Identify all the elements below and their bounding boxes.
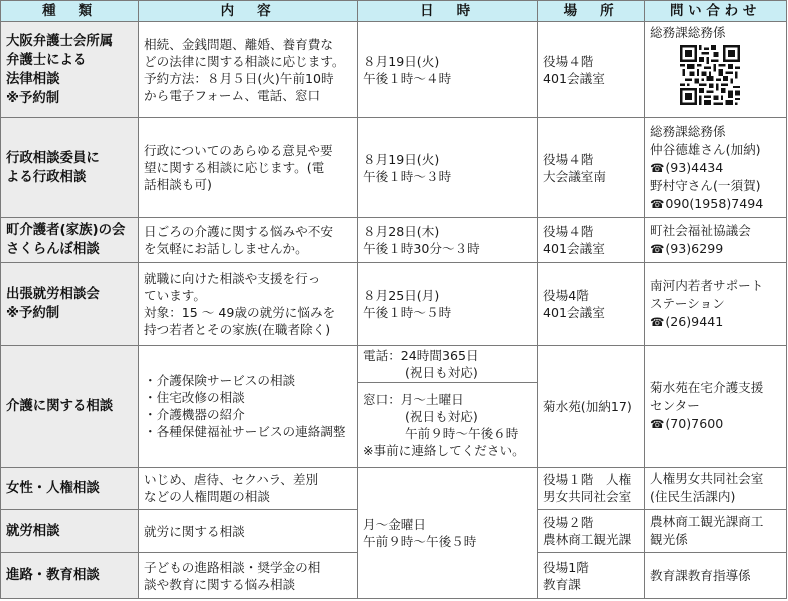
time-line: 午後１時～３時 (363, 168, 452, 184)
row-datetime-window (358, 382, 538, 467)
content-line: 就職に向けた相談や支援を行っ (144, 270, 321, 286)
content-line: 就労に関する相談 (144, 523, 245, 539)
content-line: 望に関する相談に応じます。(電 (144, 160, 325, 176)
row-contact (645, 22, 787, 118)
content-line: などの人権問題の相談 (144, 489, 270, 505)
row-datetime-phone (358, 345, 538, 382)
contact-org: (住民生活課内) (650, 489, 736, 505)
place-line: 役場４階 (543, 151, 594, 167)
place-line: 役場４階 (543, 224, 594, 240)
contact-org: 町社会福祉協議会 (650, 223, 751, 239)
row-kind (1, 262, 139, 345)
contact-org: ステーション (650, 295, 725, 311)
time-line: 午前９時～午後６時 (405, 425, 519, 441)
row-contact (645, 262, 787, 345)
place-line: 大会議室南 (543, 168, 606, 184)
content-line: 日ごろの介護に関する悩みや不安 (144, 224, 333, 240)
phone-icon: ☎ (650, 160, 665, 175)
tel-number: (70)7600 (665, 416, 724, 432)
content-line: 予約方法：８月５日(火)午前10時 (144, 70, 334, 86)
row-kind (1, 118, 139, 218)
table-row (1, 218, 787, 262)
tel-number: (93)4434 (665, 159, 724, 175)
holiday-note: (祝日も対応) (405, 408, 478, 424)
kind-line: 町介護者(家族)の会 (6, 223, 126, 239)
row-kind (1, 345, 139, 467)
row-kind (1, 510, 139, 553)
row-place (538, 22, 645, 118)
place-line: 役場4階 (543, 287, 589, 303)
row-place (538, 118, 645, 218)
phone-icon: ☎ (650, 196, 665, 211)
row-place (538, 467, 645, 509)
contact-org: 農林商工観光課商工 (650, 514, 764, 530)
kind-line: 行政相談委員に (6, 150, 100, 166)
place-line: 役場1階 (543, 559, 589, 575)
content-line: 対象：15 ～ 49歳の就労に悩みを (144, 304, 336, 320)
date-line: ８月25日(月) (363, 287, 440, 303)
header-contact: 問い合わせ (645, 1, 787, 22)
phone-hours: 電話：24時間365日 (363, 347, 479, 363)
place-line: 農林商工観光課 (543, 532, 632, 548)
content-line: ・介護保険サービスの相談 (144, 373, 296, 389)
phone-icon: ☎ (650, 417, 665, 432)
contact-org: 菊水苑在宅介護支援 (650, 380, 764, 396)
date-line: ８月28日(木) (363, 224, 440, 240)
row-contact (645, 510, 787, 553)
content-line: どの法律に関する相談に応じます。 (144, 53, 345, 69)
contact-org: 教育課教育指導係 (650, 567, 751, 583)
window-hours: 窓口：月～土曜日 (363, 391, 464, 407)
row-kind (1, 553, 139, 599)
contact-dept: 総務課総務係 (650, 25, 726, 40)
date-line: ８月19日(火) (363, 53, 440, 69)
row-datetime (358, 218, 538, 262)
content-line: 持つ若者とその家族(在職者除く) (144, 321, 331, 337)
row-place (538, 262, 645, 345)
content-line: から電子フォーム、電話、窓口 (144, 87, 321, 103)
content-line: を気軽にお話ししませんか。 (144, 241, 308, 257)
header-type: 種 類 (1, 1, 139, 22)
row-content (139, 218, 358, 262)
contact-org: 南河内若者サポート (650, 277, 764, 293)
kind-line: 弁護士による (6, 52, 87, 68)
place-line: 教育課 (543, 576, 581, 592)
time-line: 午後１時～４時 (363, 70, 452, 86)
table-row (1, 22, 787, 118)
place-line: 男女共同社会室 (543, 489, 632, 505)
row-place (538, 218, 645, 262)
content-line: 話相談も可) (144, 177, 212, 193)
row-datetime (358, 22, 538, 118)
content-line: ・介護機器の紹介 (144, 407, 245, 423)
row-contact (645, 118, 787, 218)
kind-line: 法律相談 (6, 71, 60, 87)
content-line: ・住宅改修の相談 (144, 390, 245, 406)
row-kind (1, 467, 139, 509)
header-datetime: 日 時 (358, 1, 538, 22)
row-content (139, 553, 358, 599)
row-content (139, 345, 358, 467)
place-line: 401会議室 (543, 70, 605, 86)
kind-line: よる行政相談 (6, 169, 87, 185)
contact-tel[interactable] (650, 240, 781, 258)
content-line: ています。 (144, 287, 206, 303)
row-datetime-shared (358, 467, 538, 598)
place-line: 401会議室 (543, 241, 605, 257)
kind-line: 大阪弁護士会所属 (6, 33, 114, 49)
contact-org: センター (650, 398, 700, 414)
content-line: 相続、金銭問題、離婚、養育費な (144, 36, 333, 52)
row-contact (645, 218, 787, 262)
contact-person: 仲谷德雄さん(加納) (650, 141, 761, 157)
time-line: 午後１時～５時 (363, 304, 452, 320)
qr-code[interactable] (680, 45, 740, 105)
content-line: 子どもの進路相談・奨学金の相 (144, 559, 321, 575)
place-line: 役場１階 人権 (543, 472, 632, 488)
kind-line: 女性・人権相談 (6, 480, 100, 496)
kind-line: 就労相談 (6, 523, 60, 539)
contact-tel[interactable] (650, 415, 781, 433)
row-place (538, 553, 645, 599)
kind-line: ※予約制 (6, 90, 60, 106)
contact-tel[interactable] (650, 159, 781, 177)
row-content (139, 262, 358, 345)
content-line: ・各種保健福祉サービスの連絡調整 (144, 424, 346, 440)
time-line: 午前９時～午後５時 (363, 533, 477, 549)
contact-org: 人権男女共同社会室 (650, 471, 764, 487)
row-content (139, 22, 358, 118)
table-row (1, 345, 787, 382)
days-line: 月～金曜日 (363, 516, 426, 532)
row-content (139, 118, 358, 218)
kind-line: 出張就労相談会 (6, 286, 100, 302)
contact-tel[interactable] (650, 313, 781, 331)
table-row (1, 118, 787, 218)
row-content (139, 467, 358, 509)
row-datetime (358, 262, 538, 345)
row-kind (1, 218, 139, 262)
notice-line: ※事前に連絡してください。 (363, 442, 525, 458)
tel-number: (93)6299 (665, 241, 724, 257)
header-content: 内 容 (139, 1, 358, 22)
table-row (1, 262, 787, 345)
row-place (538, 345, 645, 467)
kind-line: 進路・教育相談 (6, 568, 100, 584)
date-line: ８月19日(火) (363, 151, 440, 167)
kind-line: ※予約制 (6, 305, 60, 321)
tel-number: (26)9441 (665, 313, 724, 329)
content-line: 行政についてのあらゆる意見や要 (144, 143, 333, 159)
contact-org: 観光係 (650, 532, 688, 548)
time-line: 午後１時30分～３時 (363, 241, 480, 257)
header-row (1, 1, 787, 22)
kind-line: さくらんぼ相談 (6, 242, 100, 258)
row-kind (1, 22, 139, 118)
row-contact (645, 345, 787, 467)
table-row (1, 467, 787, 509)
place-line: 401会議室 (543, 304, 605, 320)
phone-icon: ☎ (650, 242, 665, 257)
holiday-note: (祝日も対応) (405, 364, 478, 380)
contact-tel[interactable] (650, 195, 781, 213)
place-line: 役場４階 (543, 53, 594, 69)
place-line: 役場２階 (543, 515, 594, 531)
row-content (139, 510, 358, 553)
row-place (538, 510, 645, 553)
header-place: 場 所 (538, 1, 645, 22)
row-contact (645, 553, 787, 599)
row-datetime (358, 118, 538, 218)
content-line: 談や教育に関する悩み相談 (144, 576, 296, 592)
contact-person: 野村守さん(一須賀) (650, 177, 761, 193)
kind-line: 介護に関する相談 (6, 398, 114, 414)
content-line: いじめ、虐待、セクハラ、差別 (144, 472, 319, 488)
tel-number: 090(1958)7494 (665, 195, 764, 211)
row-contact (645, 467, 787, 509)
place-line: 菊水苑(加納17) (543, 398, 632, 414)
contact-dept: 総務課総務係 (650, 123, 726, 139)
phone-icon: ☎ (650, 314, 665, 329)
